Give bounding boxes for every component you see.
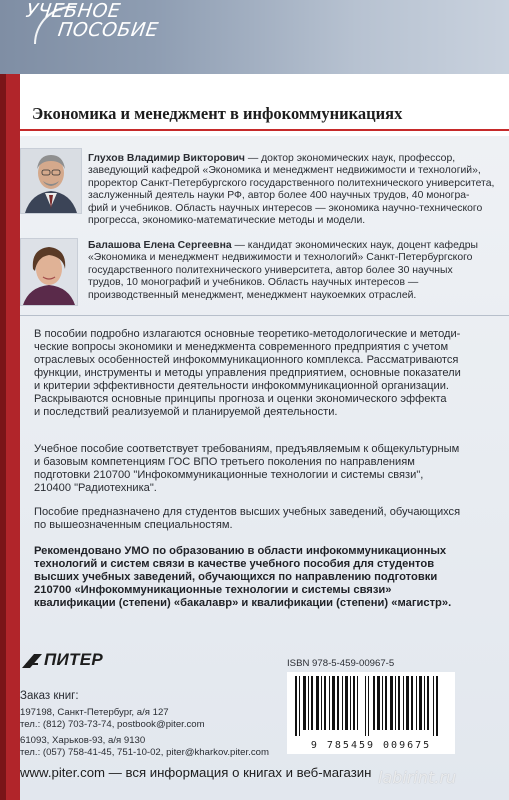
- author-bio-line: «Экономика и менеджмент недвижимости и технологий» Санкт-Петербургского: [88, 252, 473, 264]
- author-name: Балашова Елена Сергеевна: [88, 240, 232, 251]
- author-name: Глухов Владимир Викторович: [88, 153, 245, 164]
- paragraph-line: и последствий реализуемой и планируемой деятельности.: [34, 406, 338, 418]
- paragraph-line: и базовым компетенциям ГОС ВПО третьего поколения по направлениям: [34, 456, 415, 468]
- section-divider: [20, 315, 509, 316]
- standards-paragraph: [34, 443, 504, 495]
- paragraph-line: Рекомендовано УМО по образованию в области инфокоммуникационных: [34, 545, 447, 557]
- description-paragraph: [34, 328, 504, 419]
- paragraph-line: 210400 "Радиотехника".: [34, 482, 157, 494]
- address-line: тел.: (812) 703-73-74, postbook@piter.com: [20, 719, 205, 730]
- paragraph-line: и критерии эффективности деятельности инфокоммуникационной организации.: [34, 380, 450, 392]
- paragraph-line: по вышеозначенным специальностям.: [34, 519, 233, 531]
- paragraph-line: функции, инструменты и методы управления предприятием, основные показатели: [34, 367, 461, 379]
- paragraph-line: подготовки 210700 "Инфокоммуникационные технологии и системы связи",: [34, 469, 424, 481]
- author-bio-line: производственный менеджмент, менеджмент наукоемких отраслей.: [88, 289, 417, 301]
- author-bio-line: прогресса, экономико-математические методы и модели.: [88, 215, 366, 227]
- author-bio-line: трудов, 10 монографий и учебников. Область научных интересов —: [88, 277, 419, 289]
- author-bio-glukhov: [88, 153, 502, 227]
- paragraph-line: ческие вопросы экономики и менеджмента современного предприятия с учетом: [34, 341, 449, 353]
- series-logo-line1: УЧЕБНОЕ: [24, 0, 123, 22]
- author-bio-line: проректор Санкт-Петербургского государственного политехнического университета,: [88, 177, 495, 189]
- author-bio-line: государственного политехнического университета, автор более 30 научных: [88, 264, 453, 276]
- recommendation-paragraph: [34, 545, 504, 610]
- series-logo-line2: ПОСОБИЕ: [56, 19, 160, 41]
- title-underline: [20, 129, 509, 131]
- paragraph-line: Пособие предназначено для студентов высших учебных заведений, обучающихся: [34, 506, 461, 518]
- paragraph-line: 210700 «Инфокоммуникационные технологии и системы связи»: [34, 584, 392, 596]
- author-bio-balashova: [88, 240, 502, 302]
- watermark: labirint.ru: [378, 768, 457, 787]
- orders-label: Заказ книг:: [20, 690, 79, 702]
- author-photo-balashova: [20, 238, 78, 306]
- left-accent-bar-shadow: [0, 74, 6, 800]
- audience-paragraph: [34, 506, 504, 532]
- book-title: Экономика и менеджмент в инфокоммуникациях: [32, 104, 403, 123]
- address-line: 61093, Харьков-93, а/я 9130: [20, 735, 146, 746]
- paragraph-line: высших учебных заведений, обучающихся по направлению подготовки: [34, 571, 438, 583]
- paragraph-line: Учебное пособие соответствует требованиям, предъявляемым к общекультурным: [34, 443, 460, 455]
- paragraph-line: квалификации (степени) «бакалавр» и квалификации (степени) «магистр».: [34, 597, 452, 609]
- man-portrait-icon: [21, 149, 81, 213]
- isbn-label: ISBN 978-5-459-00967-5: [287, 658, 395, 669]
- publisher-website: www.piter.com — вся информация о книгах и веб-магазин: [20, 765, 372, 780]
- publisher-name: ПИТЕР: [44, 650, 104, 669]
- paragraph-line: Раскрываются основные принципы прогноза и оценки экономического эффекта: [34, 393, 447, 405]
- author-bio-line: — доктор экономических наук, профессор,: [244, 153, 456, 164]
- author-bio-line: — кандидат экономических наук, доцент кафедры: [231, 240, 478, 251]
- paragraph-line: В пособии подробно излагаются основные теоретико-методологические и методи-: [34, 328, 461, 340]
- series-logo: [26, 2, 176, 50]
- woman-portrait-icon: [21, 239, 77, 305]
- address-line: 197198, Санкт-Петербург, а/я 127: [20, 707, 169, 718]
- author-bio-line: заведующий кафедрой «Экономика и менеджмент недвижимости и технологий»,: [88, 165, 481, 177]
- author-bio-line: заслуженный деятель науки РФ, автор более 400 научных трудов, 40 моногра-: [88, 190, 470, 202]
- address-line: тел.: (057) 758-41-45, 751-10-02, piter@kharkov.piter.com: [20, 747, 269, 758]
- paragraph-line: технологий и систем связи в качестве учебного пособия для студентов: [34, 558, 435, 570]
- author-bio-line: фий и учебников. Область научных интересов — экономика научно-технического: [88, 202, 483, 214]
- author-photo-glukhov: [20, 148, 82, 214]
- barcode-icon: [287, 672, 455, 738]
- paragraph-line: отраслевых особенностей инфокоммуникационного комплекса. Рассматриваются: [34, 354, 459, 366]
- barcode-digits: 9 785459 009675: [310, 740, 432, 751]
